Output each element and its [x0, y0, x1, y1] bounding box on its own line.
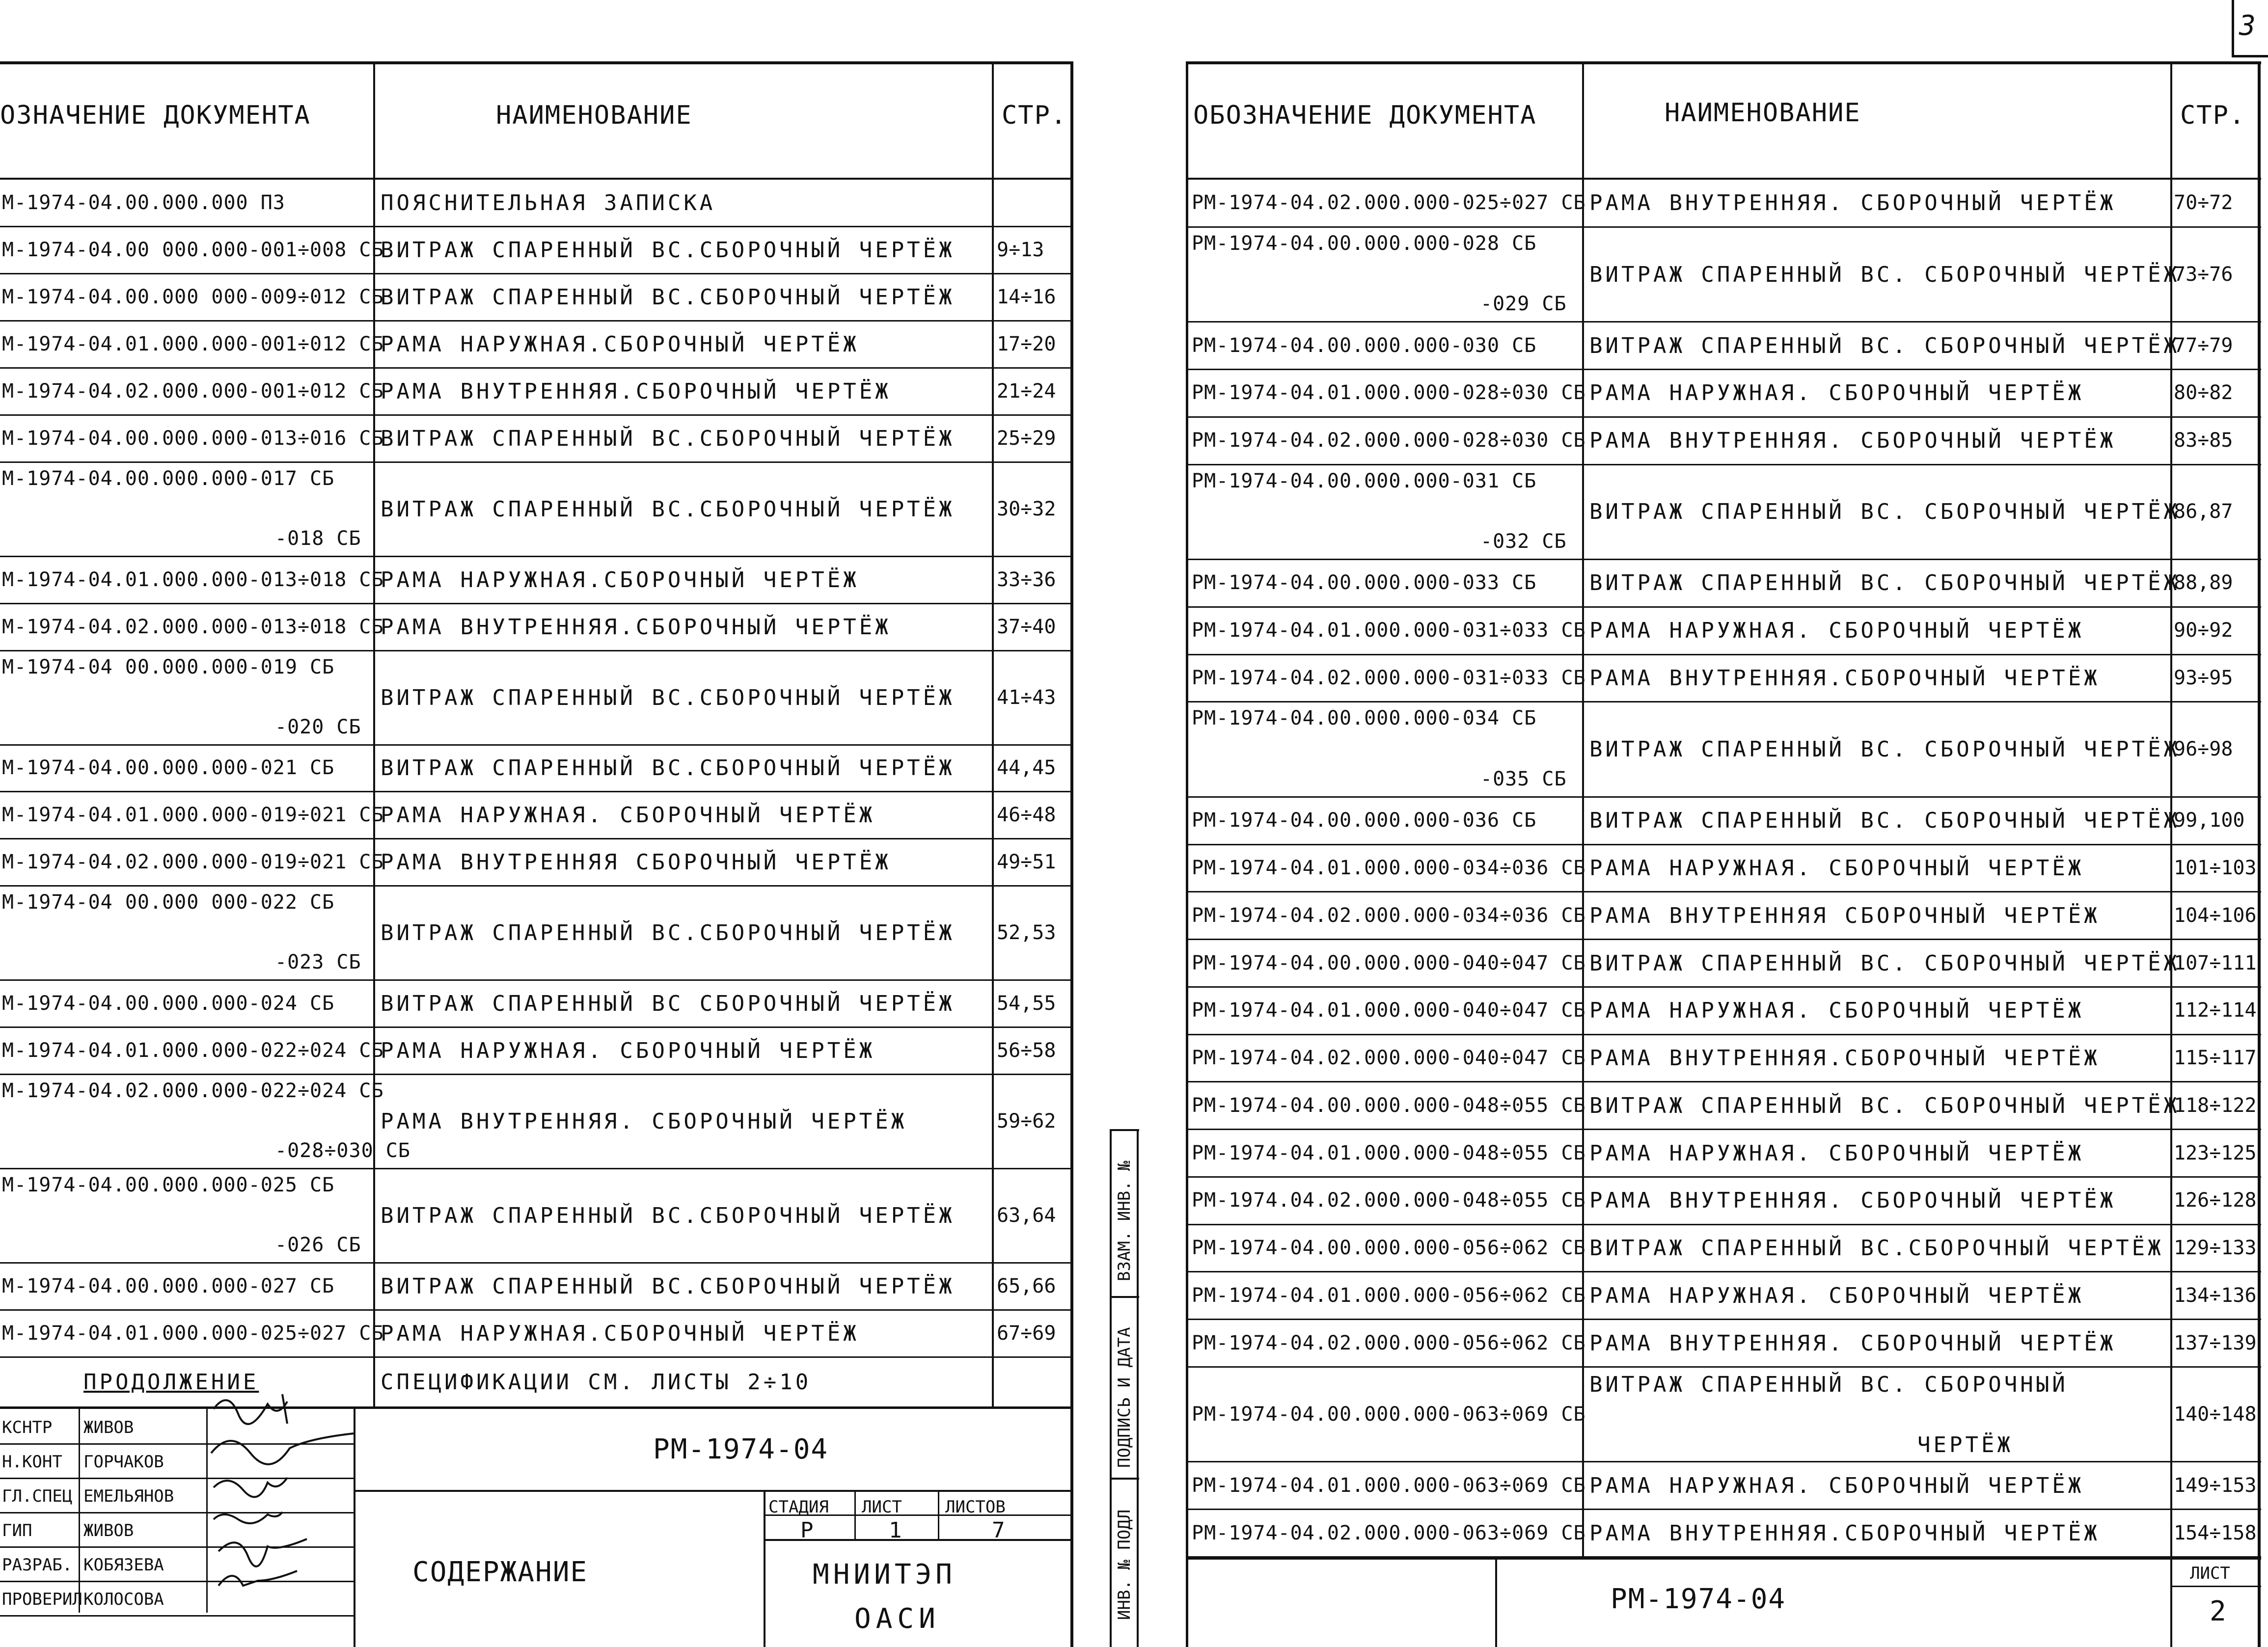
right-table-row	[1186, 892, 2261, 940]
title-document-title: СОДЕРЖАНИЕ	[412, 1556, 588, 1588]
corner-sheet-number: 3	[2239, 10, 2257, 42]
right-table-row	[1186, 180, 2261, 227]
row-name: ВИТРАЖ СПАРЕННЫЙ ВС.СБОРОЧНЫЙ ЧЕРТЁЖ	[381, 1274, 955, 1299]
right-top-border	[1186, 61, 2261, 64]
stamp-sep-2	[1110, 1478, 1139, 1480]
row-code: М-1974-04.00.000 000-009÷012 СБ	[2, 285, 384, 308]
right-table-row	[1186, 465, 2261, 560]
row-code: РМ-1974-04.02.000.000-056÷062 СБ	[1192, 1331, 1586, 1354]
title-person: КОБЯЗЕВА	[83, 1555, 164, 1575]
row-name-continuation: ЧЕРТЁЖ	[1917, 1432, 2013, 1458]
sheets-label: ЛИСТОВ	[945, 1497, 1006, 1517]
row-code: М-1974-04.02.000.000-022÷024 СБ	[2, 1080, 384, 1103]
stamp-sign-date: ПОДПИСЬ И ДАТА	[1115, 1327, 1134, 1468]
row-page: 93÷95	[2174, 666, 2233, 689]
row-name: ВИТРАЖ СПАРЕННЫЙ ВС.СБОРОЧНЫЙ ЧЕРТЁЖ	[381, 920, 955, 946]
row-name: ВИТРАЖ СПАРЕННЫЙ ВС. СБОРОЧНЫЙ ЧЕРТЁЖ	[1589, 808, 2180, 834]
row-code-continuation: -020 СБ	[275, 715, 361, 738]
row-page: 112÷114	[2174, 999, 2257, 1022]
row-page: 70÷72	[2174, 191, 2233, 215]
row-code: РМ-1974-04.00.000.000-028 СБ	[1192, 232, 1537, 255]
title-person: ЕМЕЛЬЯНОВ	[83, 1486, 174, 1506]
row-code-continuation: -026 СБ	[275, 1234, 361, 1257]
stamp-inv-orig: ИНВ. № ПОДЛ	[1115, 1509, 1134, 1620]
row-page: 137÷139	[2174, 1331, 2257, 1354]
row-page: 14÷16	[997, 285, 1056, 308]
row-code: РМ-1974-04.02.000.000-040÷047 СБ	[1192, 1047, 1586, 1070]
right-table-row	[1186, 370, 2261, 417]
row-name: ВИТРАЖ СПАРЕННЫЙ ВС. СБОРОЧНЫЙ ЧЕРТЁЖ	[1589, 737, 2180, 762]
title-person: ЖИВОВ	[83, 1418, 134, 1437]
right-footer-code: РМ-1974-04	[1611, 1583, 1786, 1615]
row-page: 25÷29	[997, 427, 1056, 450]
row-page: 80÷82	[2174, 381, 2233, 405]
row-rule	[0, 1356, 1073, 1358]
right-table-row	[1186, 1462, 2261, 1510]
row-code: М-1974-04.00.000.000 ПЗ	[2, 191, 285, 214]
row-code: РМ-1974-04.01.000.000-040÷047 СБ	[1192, 999, 1586, 1022]
row-page: 126÷128	[2174, 1189, 2257, 1212]
row-code-continuation: -028÷030 СБ	[275, 1139, 410, 1162]
right-table-row	[1186, 560, 2261, 607]
row-code: РМ-1974-04.01.000.000-034÷036 СБ	[1192, 856, 1586, 879]
right-table-row	[1186, 607, 2261, 655]
right-table-row	[1186, 940, 2261, 987]
row-name: ВИТРАЖ СПАРЕННЫЙ ВС.СБОРОЧНЫЙ ЧЕРТЁЖ	[1589, 1236, 2164, 1261]
title-block-top	[0, 1406, 1073, 1409]
row-name: ВИТРАЖ СПАРЕННЫЙ ВС СБОРОЧНЫЙ ЧЕРТЁЖ	[381, 991, 955, 1017]
left-header-name: НАИМЕНОВАНИЕ	[496, 101, 692, 130]
row-code: М-1974-04.01.000.000-025÷027 СБ	[2, 1322, 384, 1345]
row-code: М-1974-04.02.000.000-013÷018 СБ	[2, 615, 384, 638]
row-page: 41÷43	[997, 686, 1056, 709]
row-code: РМ-1974-04.01.000.000-048÷055 СБ	[1192, 1141, 1586, 1164]
stage-label: СТАДИЯ	[768, 1497, 829, 1517]
right-header-name: НАИМЕНОВАНИЕ	[1665, 98, 1861, 128]
row-name: РАМА НАРУЖНАЯ. СБОРОЧНЫЙ ЧЕРТЁЖ	[1589, 618, 2084, 644]
row-name: ВИТРАЖ СПАРЕННЫЙ ВС. СБОРОЧНЫЙ ЧЕРТЁЖ	[1589, 499, 2180, 525]
row-code: М-1974-04.02.000.000-001÷012 СБ	[2, 379, 384, 403]
title-person: ЖИВОВ	[83, 1521, 134, 1540]
row-page: 118÷122	[2174, 1094, 2257, 1117]
row-name: РАМА НАРУЖНАЯ. СБОРОЧНЫЙ ЧЕРТЁЖ	[381, 1038, 875, 1064]
row-page: 88,89	[2174, 571, 2233, 594]
right-header-page: СТР.	[2180, 101, 2246, 130]
right-table-row	[1186, 1130, 2261, 1177]
row-page: 149÷153	[2174, 1474, 2257, 1497]
row-name: РАМА ВНУТРЕННЯЯ. СБОРОЧНЫЙ ЧЕРТЁЖ	[381, 1109, 907, 1134]
row-page: 37÷40	[997, 615, 1056, 638]
row-page: 96÷98	[2174, 738, 2233, 761]
row-code: М-1974-04 00.000 000-022 СБ	[2, 891, 335, 914]
row-name: РАМА ВНУТРЕННЯЯ.СБОРОЧНЫЙ ЧЕРТЁЖ	[1589, 1520, 2100, 1546]
row-code: РМ-1974-04.00.000.000-056÷062 СБ	[1192, 1237, 1586, 1260]
row-code: РМ-1974-04.00.000.000-048÷055 СБ	[1192, 1094, 1586, 1117]
row-page: 99,100	[2174, 809, 2245, 832]
right-footer-sheet-line	[2170, 1586, 2261, 1587]
title-row-rule	[0, 1615, 354, 1617]
right-table-row	[1186, 227, 2261, 323]
row-code: РМ-1974-04.00.000.000-040÷047 СБ	[1192, 951, 1586, 974]
row-page: 46÷48	[997, 804, 1056, 827]
right-table-row	[1186, 987, 2261, 1035]
right-footer-sheet-label: ЛИСТ	[2190, 1564, 2230, 1583]
row-code: РМ-1974-04.00.000.000-036 СБ	[1192, 809, 1537, 832]
row-name: РАМА НАРУЖНАЯ. СБОРОЧНЫЙ ЧЕРТЁЖ	[1589, 380, 2084, 406]
title-role: ГЛ.СПЕЦ	[2, 1486, 73, 1506]
right-table-row	[1186, 1177, 2261, 1225]
row-name: ВИТРАЖ СПАРЕННЫЙ ВС.СБОРОЧНЫЙ ЧЕРТЁЖ	[381, 1203, 955, 1229]
row-page: 21÷24	[997, 379, 1056, 403]
row-name: ВИТРАЖ СПАРЕННЫЙ ВС.СБОРОЧНЫЙ ЧЕРТЁЖ	[381, 496, 955, 522]
title-person: КОЛОСОВА	[83, 1590, 164, 1609]
title-block-sheet-col	[854, 1490, 856, 1539]
row-code-continuation: -029 СБ	[1480, 293, 1567, 316]
row-page: 154÷158	[2174, 1521, 2257, 1544]
row-name: РАМА НАРУЖНАЯ. СБОРОЧНЫЙ ЧЕРТЁЖ	[1589, 1283, 2084, 1308]
title-block-sheets-col	[938, 1490, 939, 1539]
row-page: 134÷136	[2174, 1284, 2257, 1307]
row-page: 140÷148	[2174, 1403, 2257, 1426]
row-page: 115÷117	[2174, 1047, 2257, 1070]
row-code: М-1974-04.00.000.000-027 СБ	[2, 1275, 335, 1298]
title-person: ГОРЧАКОВ	[83, 1452, 164, 1472]
title-role: КСНТР	[2, 1418, 53, 1437]
row-name: ВИТРАЖ СПАРЕННЫЙ ВС. СБОРОЧНЫЙ ЧЕРТЁЖ	[1589, 570, 2180, 596]
row-name: ВИТРАЖ СПАРЕННЫЙ ВС. СБОРОЧНЫЙ ЧЕРТЁЖ	[1589, 262, 2180, 287]
row-page: 33÷36	[997, 568, 1056, 591]
row-name: РАМА НАРУЖНАЯ. СБОРОЧНЫЙ ЧЕРТЁЖ	[1589, 1473, 2084, 1498]
row-name: ВИТРАЖ СПАРЕННЫЙ ВС.СБОРОЧНЫЙ ЧЕРТЁЖ	[381, 756, 955, 781]
row-code: М-1974-04.00.000.000-024 СБ	[2, 992, 335, 1015]
sheet-value: 1	[889, 1518, 905, 1543]
row-name: РАМА НАРУЖНАЯ. СБОРОЧНЫЙ ЧЕРТЁЖ	[1589, 998, 2084, 1024]
row-code: РМ-1974-04.02.000.000-034÷036 СБ	[1192, 904, 1586, 927]
row-page: 123÷125	[2174, 1141, 2257, 1164]
row-name: РАМА ВНУТРЕННЯЯ.СБОРОЧНЫЙ ЧЕРТЁЖ	[1589, 1046, 2100, 1071]
row-code: М-1974-04.00.000.000-017 СБ	[2, 467, 335, 490]
right-table-row	[1186, 797, 2261, 845]
row-code-continuation: -035 СБ	[1480, 767, 1567, 790]
row-page: 17÷20	[997, 332, 1056, 355]
row-name: ВИТРАЖ СПАРЕННЫЙ ВС. СБОРОЧНЫЙ ЧЕРТЁЖ	[1589, 333, 2180, 358]
row-name: РАМА ВНУТРЕННЯЯ СБОРОЧНЫЙ ЧЕРТЁЖ	[1589, 903, 2100, 928]
row-code: РМ-1974-04.02.000.000-031÷033 СБ	[1192, 666, 1586, 689]
row-code: РМ-1974-04.00.000.000-033 СБ	[1192, 571, 1537, 594]
left-top-border	[0, 61, 1073, 64]
right-table-row	[1186, 1367, 2261, 1462]
right-footer-sheet-value: 2	[2210, 1595, 2227, 1627]
sheet-label: ЛИСТ	[862, 1497, 902, 1517]
org-line-1: МНИИТЭП	[813, 1559, 956, 1591]
row-page: 30÷32	[997, 497, 1056, 520]
signatures-graphic	[209, 1389, 356, 1615]
row-name: РАМА НАРУЖНАЯ.СБОРОЧНЫЙ ЧЕРТЁЖ	[381, 331, 859, 357]
corner-divider-h	[2232, 55, 2268, 57]
right-table-row	[1186, 845, 2261, 892]
right-table-row	[1186, 1510, 2261, 1557]
right-header-designation: ОБОЗНАЧЕНИЕ ДОКУМЕНТА	[1193, 101, 1537, 130]
row-name: РАМА ВНУТРЕННЯЯ. СБОРОЧНЫЙ ЧЕРТЁЖ	[1589, 190, 2116, 216]
row-page: 54,55	[997, 992, 1056, 1015]
stamp-left-line	[1110, 1129, 1112, 1647]
row-code-continuation: -018 СБ	[275, 527, 361, 550]
title-role: ГИП	[2, 1521, 32, 1540]
row-code: РМ-1974-04.00.000.000-034 СБ	[1192, 707, 1537, 730]
row-code: РМ-1974-04.00.000.000-063÷069 СБ	[1192, 1403, 1586, 1426]
row-code: М-1974-04.02.000.000-019÷021 СБ	[2, 851, 384, 874]
title-block-mid	[354, 1490, 1073, 1492]
row-code: М-1974-04.01.000.000-019÷021 СБ	[2, 804, 384, 827]
row-code: РМ-1974.04.02.000.000-048÷055 СБ	[1192, 1189, 1586, 1212]
left-header-designation: ОЗНАЧЕНИЕ ДОКУМЕНТА	[0, 101, 311, 130]
row-page: 52,53	[997, 921, 1056, 945]
title-block-stage-col	[764, 1490, 765, 1647]
sheets-value: 7	[992, 1518, 1008, 1543]
row-code-continuation: -023 СБ	[275, 951, 361, 974]
row-name: РАМА ВНУТРЕННЯЯ СБОРОЧНЫЙ ЧЕРТЁЖ	[381, 850, 891, 875]
row-name: РАМА НАРУЖНАЯ.СБОРОЧНЫЙ ЧЕРТЁЖ	[381, 1321, 859, 1346]
row-code: РМ-1974-04.00.000.000-031 СБ	[1192, 469, 1537, 492]
stamp-sep-1	[1110, 1296, 1139, 1298]
row-code: РМ-1974-04.00.000.000-030 СБ	[1192, 334, 1537, 357]
row-page: 63,64	[997, 1204, 1056, 1227]
row-name: ВИТРАЖ СПАРЕННЫЙ ВС. СБОРОЧНЫЙ ЧЕРТЁЖ	[1589, 1093, 2180, 1118]
row-code-continuation: -032 СБ	[1480, 530, 1567, 553]
left-specs-note: СПЕЦИФИКАЦИИ СМ. ЛИСТЫ 2÷10	[381, 1370, 812, 1395]
left-continuation: ПРОДОЛЖЕНИЕ	[83, 1370, 259, 1395]
row-code: М-1974-04.00.000.000-021 СБ	[2, 756, 335, 780]
row-code: РМ-1974-04.02.000.000-028÷030 СБ	[1192, 429, 1586, 452]
row-name: ВИТРАЖ СПАРЕННЫЙ ВС.СБОРОЧНЫЙ ЧЕРТЁЖ	[381, 237, 955, 263]
stamp-right-line	[1137, 1129, 1139, 1647]
title-role: Н.КОНТ	[2, 1452, 62, 1472]
row-name: ВИТРАЖ СПАРЕННЫЙ ВС.СБОРОЧНЫЙ ЧЕРТЁЖ	[381, 685, 955, 710]
row-code: РМ-1974-04.01.000.000-063÷069 СБ	[1192, 1474, 1586, 1497]
row-name: РАМА НАРУЖНАЯ. СБОРОЧНЫЙ ЧЕРТЁЖ	[1589, 855, 2084, 881]
row-name: ВИТРАЖ СПАРЕННЫЙ ВС. СБОРОЧНЫЙ	[1589, 1372, 2068, 1397]
row-name: РАМА НАРУЖНАЯ. СБОРОЧНЫЙ ЧЕРТЁЖ	[381, 803, 875, 828]
row-code: РМ-1974-04.01.000.000-031÷033 СБ	[1192, 619, 1586, 642]
row-name: РАМА НАРУЖНАЯ.СБОРОЧНЫЙ ЧЕРТЁЖ	[381, 567, 859, 593]
title-role: ПРОВЕРИЛ	[2, 1590, 82, 1609]
row-page: 56÷58	[997, 1039, 1056, 1062]
row-code: М-1974-04.00.000.000-025 СБ	[2, 1174, 335, 1197]
left-header-page: СТР.	[1002, 101, 1067, 130]
row-code: РМ-1974-04.02.000.000-063÷069 СБ	[1192, 1521, 1586, 1544]
row-code: М-1974-04.01.000.000-013÷018 СБ	[2, 568, 384, 591]
row-page: 104÷106	[2174, 904, 2257, 927]
row-name: РАМА ВНУТРЕННЯЯ.СБОРОЧНЫЙ ЧЕРТЁЖ	[381, 614, 891, 640]
row-name: ПОЯСНИТЕЛЬНАЯ ЗАПИСКА	[381, 190, 716, 216]
right-table-row	[1186, 1082, 2261, 1130]
row-name: РАМА ВНУТРЕННЯЯ. СБОРОЧНЫЙ ЧЕРТЁЖ	[1589, 1330, 2116, 1356]
row-code: М-1974-04.00 000.000-001÷008 СБ	[2, 238, 384, 261]
right-table-row	[1186, 1272, 2261, 1320]
row-page: 67÷69	[997, 1322, 1056, 1345]
row-code: М-1974-04.00.000.000-013÷016 СБ	[2, 427, 384, 450]
corner-divider	[2232, 0, 2234, 56]
org-line-2: ОАСИ	[854, 1603, 940, 1635]
row-page: 129÷133	[2174, 1237, 2257, 1260]
row-page: 90÷92	[2174, 619, 2233, 642]
row-page: 101÷103	[2174, 856, 2257, 879]
row-code: М-1974-04 00.000.000-019 СБ	[2, 655, 335, 678]
row-name: РАМА НАРУЖНАЯ. СБОРОЧНЫЙ ЧЕРТЁЖ	[1589, 1140, 2084, 1166]
row-code: РМ-1974-04.02.000.000-025÷027 СБ	[1192, 191, 1586, 215]
row-code: М-1974-04.01.000.000-001÷012 СБ	[2, 332, 384, 355]
stage-value: Р	[800, 1518, 817, 1543]
right-table-row	[1186, 417, 2261, 465]
row-code: РМ-1974-04.01.000.000-056÷062 СБ	[1192, 1284, 1586, 1307]
row-page: 49÷51	[997, 851, 1056, 874]
right-footer-divider	[1495, 1557, 1497, 1647]
row-code: РМ-1974-04.01.000.000-028÷030 СБ	[1192, 381, 1586, 405]
right-table-row	[1186, 322, 2261, 370]
title-role: РАЗРАБ.	[2, 1555, 73, 1575]
right-table-row	[1186, 1035, 2261, 1082]
row-code: М-1974-04.01.000.000-022÷024 СБ	[2, 1039, 384, 1062]
right-table-row	[1186, 702, 2261, 797]
right-footer-top	[1186, 1557, 2261, 1560]
row-name: РАМА ВНУТРЕННЯЯ.СБОРОЧНЫЙ ЧЕРТЁЖ	[1589, 665, 2100, 691]
row-name: РАМА ВНУТРЕННЯЯ.СБОРОЧНЫЙ ЧЕРТЁЖ	[381, 378, 891, 404]
stamp-top-line	[1110, 1129, 1139, 1131]
row-page: 107÷111	[2174, 951, 2257, 974]
row-name: РАМА ВНУТРЕННЯЯ. СБОРОЧНЫЙ ЧЕРТЁЖ	[1589, 1188, 2116, 1214]
title-drawing-code: РМ-1974-04	[653, 1433, 829, 1465]
right-table-row	[1186, 655, 2261, 702]
row-name: ВИТРАЖ СПАРЕННЫЙ ВС. СБОРОЧНЫЙ ЧЕРТЁЖ	[1589, 950, 2180, 976]
row-page: 59÷62	[997, 1110, 1056, 1133]
row-name: ВИТРАЖ СПАРЕННЫЙ ВС.СБОРОЧНЫЙ ЧЕРТЁЖ	[381, 426, 955, 451]
row-page: 83÷85	[2174, 429, 2233, 452]
row-page: 77÷79	[2174, 334, 2233, 357]
row-page: 65,66	[997, 1275, 1056, 1298]
row-page: 9÷13	[997, 238, 1044, 261]
row-page: 44,45	[997, 756, 1056, 780]
row-page: 73÷76	[2174, 263, 2233, 286]
right-table-row	[1186, 1225, 2261, 1272]
row-page: 86,87	[2174, 500, 2233, 523]
stamp-inv-sub: ВЗАМ. ИНВ. №	[1115, 1161, 1134, 1281]
row-name: РАМА ВНУТРЕННЯЯ. СБОРОЧНЫЙ ЧЕРТЁЖ	[1589, 428, 2116, 454]
right-table-row	[1186, 1320, 2261, 1367]
row-name: ВИТРАЖ СПАРЕННЫЙ ВС.СБОРОЧНЫЙ ЧЕРТЁЖ	[381, 284, 955, 310]
